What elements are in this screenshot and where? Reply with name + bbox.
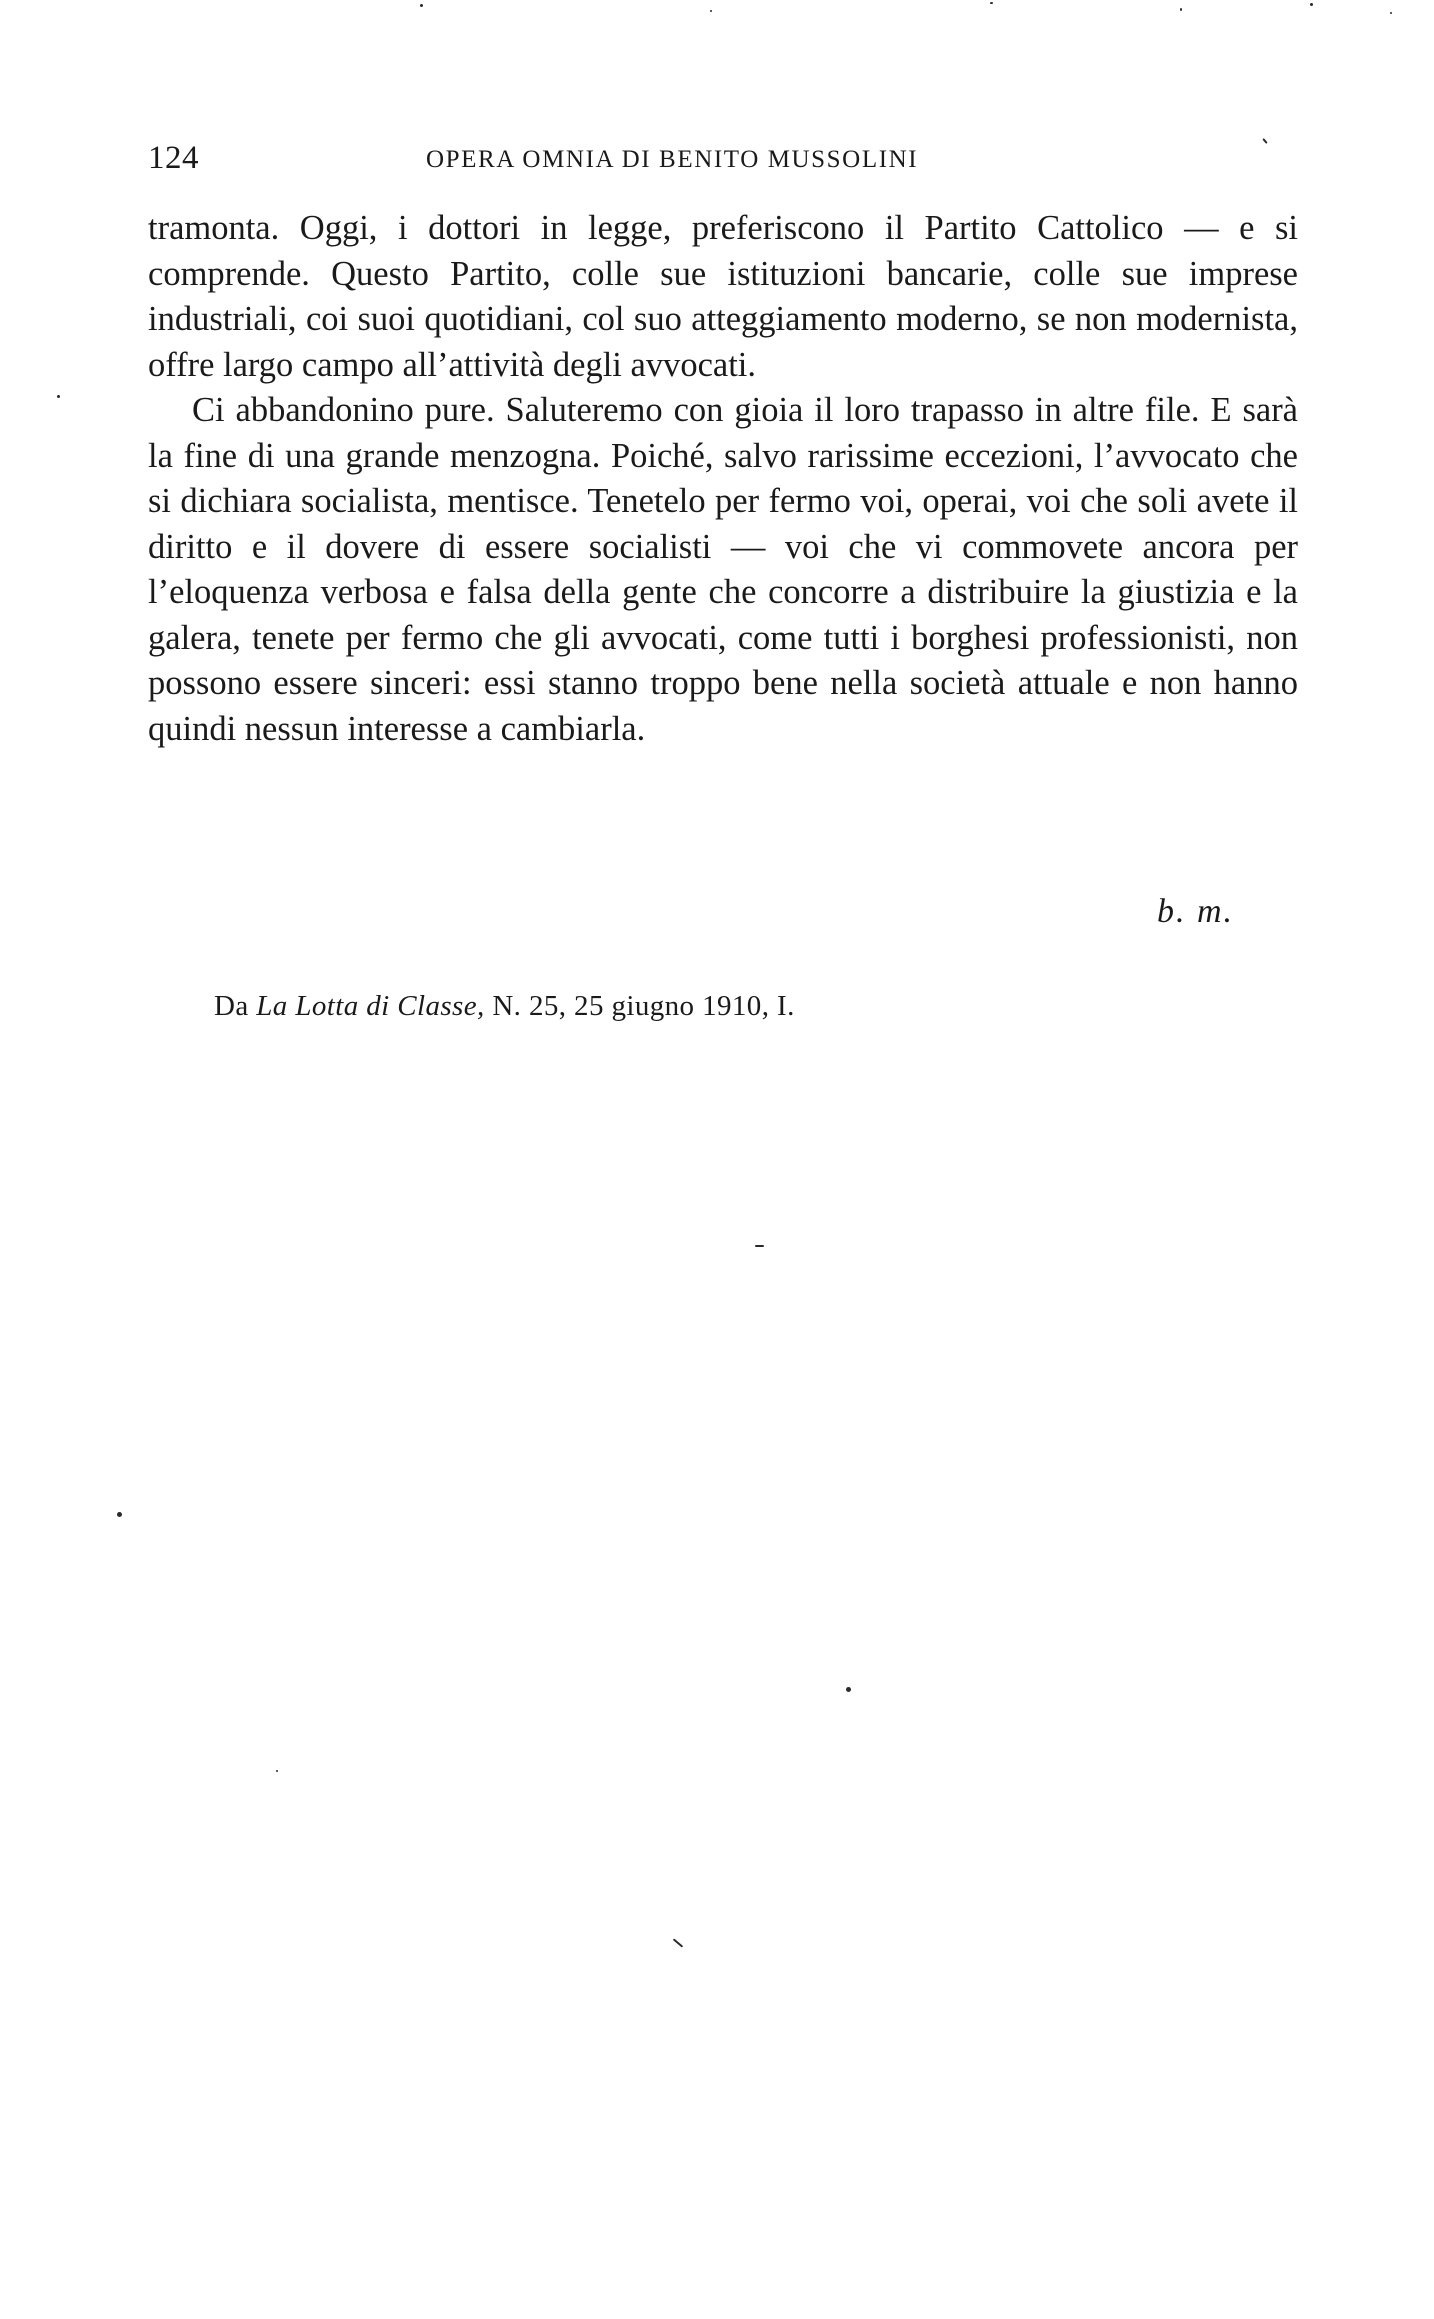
paragraph: tramonta. Oggi, i dottori in legge, preferiscono il Partito Cattolico — e si comprende. Questo Partito, colle sue istituzioni bancarie, colle sue imprese industriali, coi suoi quotidiani, col suo atteggiamento moderno, se non modernista, offre largo campo all’attività degli avvocati. [148, 209, 1298, 384]
scan-noise-edge [300, 0, 1434, 22]
scan-speck [117, 1512, 122, 1517]
source-citation [214, 990, 795, 1023]
journal-title: La Lotta di Classe, [256, 990, 485, 1022]
source-prefix: Da [214, 990, 249, 1022]
body-text [148, 206, 1298, 752]
running-header [148, 140, 1298, 180]
author-initials: b. m. [1156, 893, 1234, 930]
scan-speck [276, 1770, 278, 1772]
scan-speck [57, 395, 60, 398]
issue-details: N. 25, 25 giugno 1910, I. [492, 990, 795, 1022]
paragraph: Ci abbandonino pure. Saluteremo con gioia il loro trapasso in altre file. E sarà la fine di una grande menzogna. Poiché, salvo rarissime eccezioni, l’avvocato che si dichiara socialista, mentisce. Tenetelo per fermo voi, operai, voi che soli avete il diritto e il dovere di essere socialisti — voi che vi commovete ancora per l’eloquenza verbosa e falsa della gente che concorre a distribuire la giustizia e la galera, tenete per fermo che gli avvocati, come tutti i borghesi professionisti, non possono essere sinceri: essi stanno troppo bene nella società attuale e non hanno quindi nessun interesse a cambiarla. [148, 391, 1298, 748]
scan-speck [673, 1938, 683, 1947]
running-title: OPERA OMNIA DI BENITO MUSSOLINI [426, 146, 919, 173]
scan-speck [755, 1245, 764, 1247]
scan-speck [846, 1687, 851, 1692]
page-number: 124 [148, 140, 199, 176]
